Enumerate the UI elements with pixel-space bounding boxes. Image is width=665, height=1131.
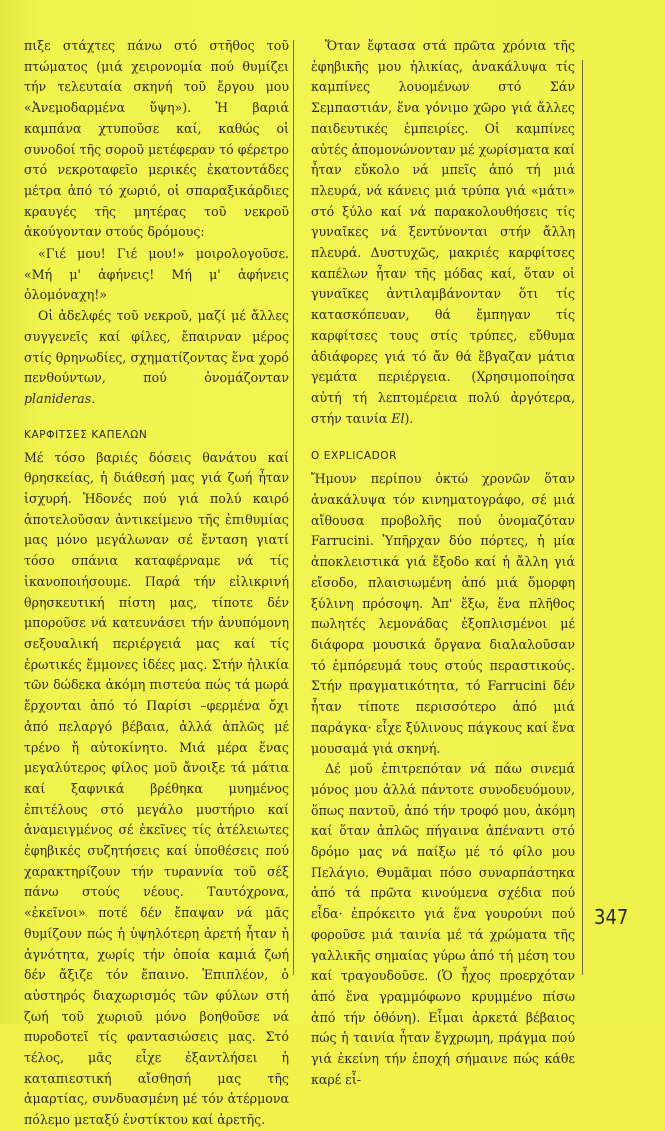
paragraph-hatpins: Μέ τόσο βαριές δόσεις θανάτου καί θρησκείας, ἡ διάθεσή μας γιά ζωή ἦταν ἰσχυρή. Ἡδονές πού γιά πολύ καιρό ἀποτελοῦσαν ἀντικείμενο τῆς ἐπιθυμίας μας μόνο μεγάλωναν σέ ἔνταση γιατί τόσο σπάνια καταφέρναμε νά τίς ἱκανοποιήσουμε. Παρά τήν εἰλικρινή θρησκευτική πίστη μας, τίποτε δέν μποροῦσε νά κατευνάσει τήν ἀνυπόμονη σεξουαλική περιέργειά μας καί τίς ἐρωτικές ἔμμονες ἰδέες μας. Στήν ἡλικία τῶν δώδεκα ἀκόμη πιστεύα πώς τά μωρά ἔρχονται ἀπό τό Παρίσι –φερμένα ὄχι ἀπό πελαργό βέβαια, ἀλλά ἁπλῶς μέ τρένο ἤ αὐτοκίνητο. Μιά μέρα ἕνας μεγαλύτερος φίλος μοῦ ἄνοιξε τά μάτια καί ξαφνικά βρέθηκα μυημένος ἐπιτέλους στό μεγάλο μυστήριο καί ἀναμειγμένος σέ ἐκεῖνες τίς ἀτέλειωτες ἐφηβικές συζητήσεις καί ὑποθέσεις πού χαρακτηρίζουν τήν τυραννία τοῦ σέξ πάνω στούς νέους. Ταυτόχρονα, «ἐκεῖνοι» ποτέ δέν ἔπαψαν νά μᾶς θυμίζουν πώς ἡ ὑψηλότερη ἀρετή ἦταν ἡ ἁγνότητα, χωρίς τήν ὁποία καμιά ζωή δέν ἄξιζε τόν ἔπαινο. Ἐπιπλέον, ὁ αὐστηρός διαχωρισμός τῶν φύλων στή ζωή τοῦ χωριοῦ μόνο βοηθοῦσε νά πυροδοτεῖ τίς φαντασιώσεις μας. Στό τέλος, μᾶς εἶχε ἐξαντλήσει ἡ καταπιεστική αἴσθησή μας τῆς ἁμαρτίας, συνδυασμένη μέ τόν ἀτέρμονα πόλεμο μεταξύ ἐνστίκτου καί ἀρετῆς. [24,449,289,1128]
column-divider-right [582,60,583,975]
section-heading-explicador: O EXPLICADOR [311,450,398,463]
paragraph-text-end: ). [404,410,414,426]
paragraph-planideras [24,306,289,410]
page-number: 347 [594,905,629,929]
right-column [311,36,575,1090]
italic-film-title: El [391,410,405,426]
paragraph-cartoons: Δέ μοῦ ἐπιτρεπόταν νά πάω σινεμά μόνος μου ἀλλά πάντοτε συνοδευόμουν, ὅπως παντοῦ, ἀπό τήν τροφό μου, ἀκόμη καί ὅταν ἁπλῶς πήγαινα ἀπέναντι στό δρόμο μας νά παίξω μέ τό φίλο μου Πελάγιο. Θυμᾶμαι πόσο συναρπάστηκα ἀπό τά πρῶτα κινούμενα σχέδια πού εἶδα· ἐπρόκειτο γιά ἕνα γουρούνι πού φοροῦσε μιά ταινία μέ τά χρώματα τῆς γαλλικῆς σημαίας γύρω ἀπό τή μέση του καί τραγουδοῦσε. (Ὁ ἦχος προερχόταν ἀπό ἕνα γραμμόφωνο κρυμμένο πίσω ἀπό τήν ὀθόνη). Εἶμαι ἀρκετά βέβαιος πώς ἡ ταινία ἦταν ἔγχρωμη, πράγμα πού γιά ἐκείνη τήν ἐποχή σήμαινε πώς κάθε καρέ εἶ- [311,761,575,1087]
paragraph-cabins [311,36,575,429]
paragraph-cinema: Ἤμουν περίπου ὀκτώ χρονῶν ὅταν ἀνακάλυψα τόν κινηματογράφο, σέ μιά αἴθουσα προβολῆς πού ὀνομαζόταν Farrucini. Ὑπῆρχαν δύο πόρτες, ἡ μία ἀποκλειστικά γιά ἔξοδο καί ἡ ἄλλη γιά εἴσοδο, πλαισιωμένη ἀπό μιά ὅμορφη ξύλινη πρόσοψη. Ἀπ' ἔξω, ἕνα πλῆθος πωλητές λεμονάδας ἐξοπλισμένοι μέ διάφορα μουσικά ὄργανα διαλαλοῦσαν τό ἐμπόρευμά τους στούς περαστικούς. Στήν πραγματικότητα, τό Farrucini δέν ἦταν τίποτε περισσότερο ἀπό μιά παράγκα· εἶχε ξύλινους πάγκους καί ἕνα μουσαμά γιά σκηνή. [311,471,575,756]
paragraph-text: Ὅταν ἔφτασα στά πρῶτα χρόνια τῆς ἐφηβικῆς μου ἡλικίας, ἀνακάλυψα τίς καμπίνες λουομένων στό Σάν Σεμπαστιάν, ἕνα γόνιμο χῶρο γιά ἄλλες παιδευτικές ἐμπειρίες. Οἱ καμπίνες αὐτές ἀπομονώνονταν μέ χωρίσματα καί ἦταν εὔκολο νά μπεῖς ἀπό τή μιά πλευρά, νά κάνεις μιά τρύπα γιά «μάτι» στό ξύλο καί νά παρακολουθήσεις τίς γυναῖκες νά ξεντύνονται στήν ἄλλη πλευρά. Δυστυχῶς, μακριές καρφίτσες καπέλων ἦταν τῆς μόδας καί, ὅταν οἱ γυναῖκες ἀντιλαμβάνονταν ὅτι τίς κατασκόπευαν, θά ἔμπηγαν τίς καρφίτσες τους στίς τρύπες, εὔθυμα ἀδιάφορες γιά τό ἄν θά ἔβγαζαν μάτια γεμάτα περιέργεια. (Χρησιμοποίησα αὐτή τή λεπτομέρεια πολύ ἀργότερα, στήν ταινία [311,38,575,426]
column-divider-left [293,40,294,975]
paragraph-text: Οἱ ἀδελφές τοῦ νεκροῦ, μαζί μέ ἄλλες συγγενεῖς καί φίλες, ἔπαιρναν μέρος στίς θρηνωδίες, σχηματίζοντας ἕνα χορό πενθούντων, πού ὀνομάζονταν [24,308,289,386]
left-column [24,36,289,1131]
quote-paragraph: «Γιέ μου! Γιέ μου!» μοιρολογοῦσε. «Μή μ' ἀφήνεις! Μή μ' ἀφήνεις ὁλομόναχη!» [24,246,289,303]
paragraph-text-end: . [91,390,96,406]
paragraph-continued: πιξε στάχτες πάνω στό στῆθος τοῦ πτώματος (μιά χειρονομία πού θυμίζει τήν τελευταία σκηνή τοῦ ἔργου μου «Ἀνεμοδαρμένα ὕψη»). Ἡ βαριά καμπάνα χτυποῦσε καί, καθώς οἱ συνοδοί τῆς σοροῦ μετέφεραν τό φέρετρο στό νεκροταφεῖο μερικές ἑκατοντάδες μέτρα ἀπό τό χωριό, οἱ σπαραξικάρδιες κραυγές τῆς μητέρας τοῦ νεκροῦ ἀκούγονταν στούς δρόμους: [24,38,289,240]
section-heading-hatpins: ΚΑΡΦΙΤΣΕΣ ΚΑΠΕΛΩΝ [24,428,148,441]
italic-term: planideras [24,390,92,406]
